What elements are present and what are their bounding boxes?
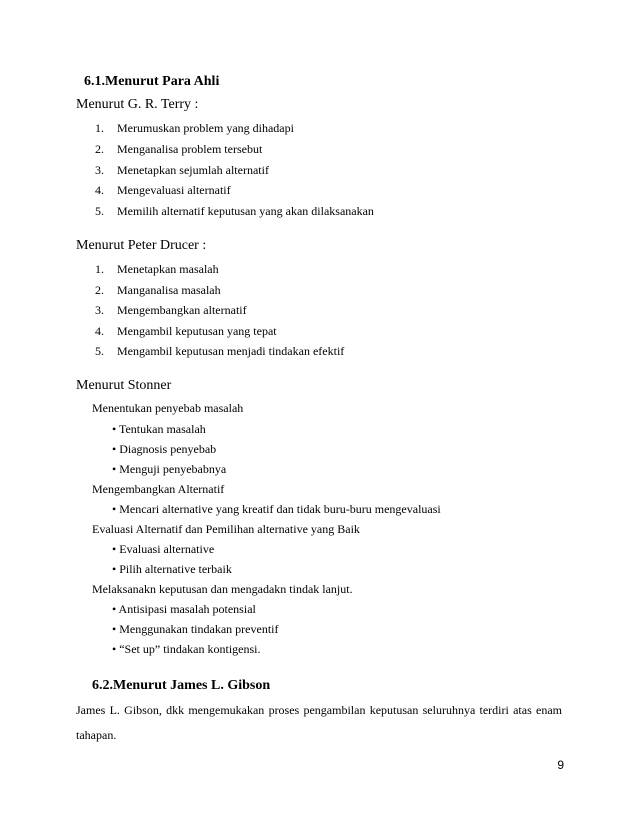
stonner-bullet: • Diagnosis penyebab — [112, 442, 217, 456]
list-number: 3. — [95, 303, 104, 317]
list-item: Merumuskan problem yang dihadapi — [117, 121, 294, 135]
stonner-step: Menentukan penyebab masalah — [92, 401, 244, 415]
list-item: Menetapkan sejumlah alternatif — [117, 163, 269, 177]
stonner-step: Evaluasi Alternatif dan Pemilihan alternative yang Baik — [92, 522, 360, 536]
list-item: Menganalisa problem tersebut — [117, 142, 263, 156]
paragraph-line: tahapan. — [76, 728, 117, 742]
list-number: 4. — [95, 324, 104, 338]
list-number: 1. — [95, 262, 104, 276]
page-number: 9 — [557, 758, 564, 772]
stonner-bullet: • Menggunakan tindakan preventif — [112, 622, 279, 636]
list-item: Mengembangkan alternatif — [117, 303, 247, 317]
drucker-title: Menurut Peter Drucer : — [76, 238, 207, 253]
list-item: Manganalisa masalah — [117, 283, 221, 297]
list-item: Mengambil keputusan menjadi tindakan efektif — [117, 344, 345, 358]
stonner-title: Menurut Stonner — [76, 378, 172, 393]
stonner-step: Melaksanakn keputusan dan mengadakn tindak lanjut. — [92, 582, 353, 596]
section-heading-6-1: 6.1.Menurut Para Ahli — [84, 74, 220, 89]
list-number: 1. — [95, 121, 104, 135]
stonner-bullet: • “Set up” tindakan kontigensi. — [112, 642, 261, 656]
list-number: 2. — [95, 283, 104, 297]
list-item: Mengambil keputusan yang tepat — [117, 324, 277, 338]
list-item: Mengevaluasi alternatif — [117, 183, 231, 197]
stonner-bullet: • Pilih alternative terbaik — [112, 562, 232, 576]
stonner-bullet: • Antisipasi masalah potensial — [112, 602, 256, 616]
list-number: 2. — [95, 142, 104, 156]
paragraph-line: James L. Gibson, dkk mengemukakan proses pengambilan keputusan seluruhnya terdiri atas enam — [76, 703, 562, 717]
stonner-bullet: • Mencari alternative yang kreatif dan tidak buru-buru mengevaluasi — [112, 502, 441, 516]
stonner-step: Mengembangkan Alternatif — [92, 482, 225, 496]
stonner-bullet: • Evaluasi alternative — [112, 542, 215, 556]
list-item: Memilih alternatif keputusan yang akan dilaksanakan — [117, 204, 374, 218]
list-item: Menetapkan masalah — [117, 262, 219, 276]
list-number: 4. — [95, 183, 104, 197]
section-heading-6-2: 6.2.Menurut James L. Gibson — [92, 678, 271, 693]
stonner-bullet: • Menguji penyebabnya — [112, 462, 227, 476]
list-number: 5. — [95, 344, 104, 358]
terry-title: Menurut G. R. Terry : — [76, 97, 199, 112]
list-number: 5. — [95, 204, 104, 218]
stonner-bullet: • Tentukan masalah — [112, 422, 206, 436]
list-number: 3. — [95, 163, 104, 177]
